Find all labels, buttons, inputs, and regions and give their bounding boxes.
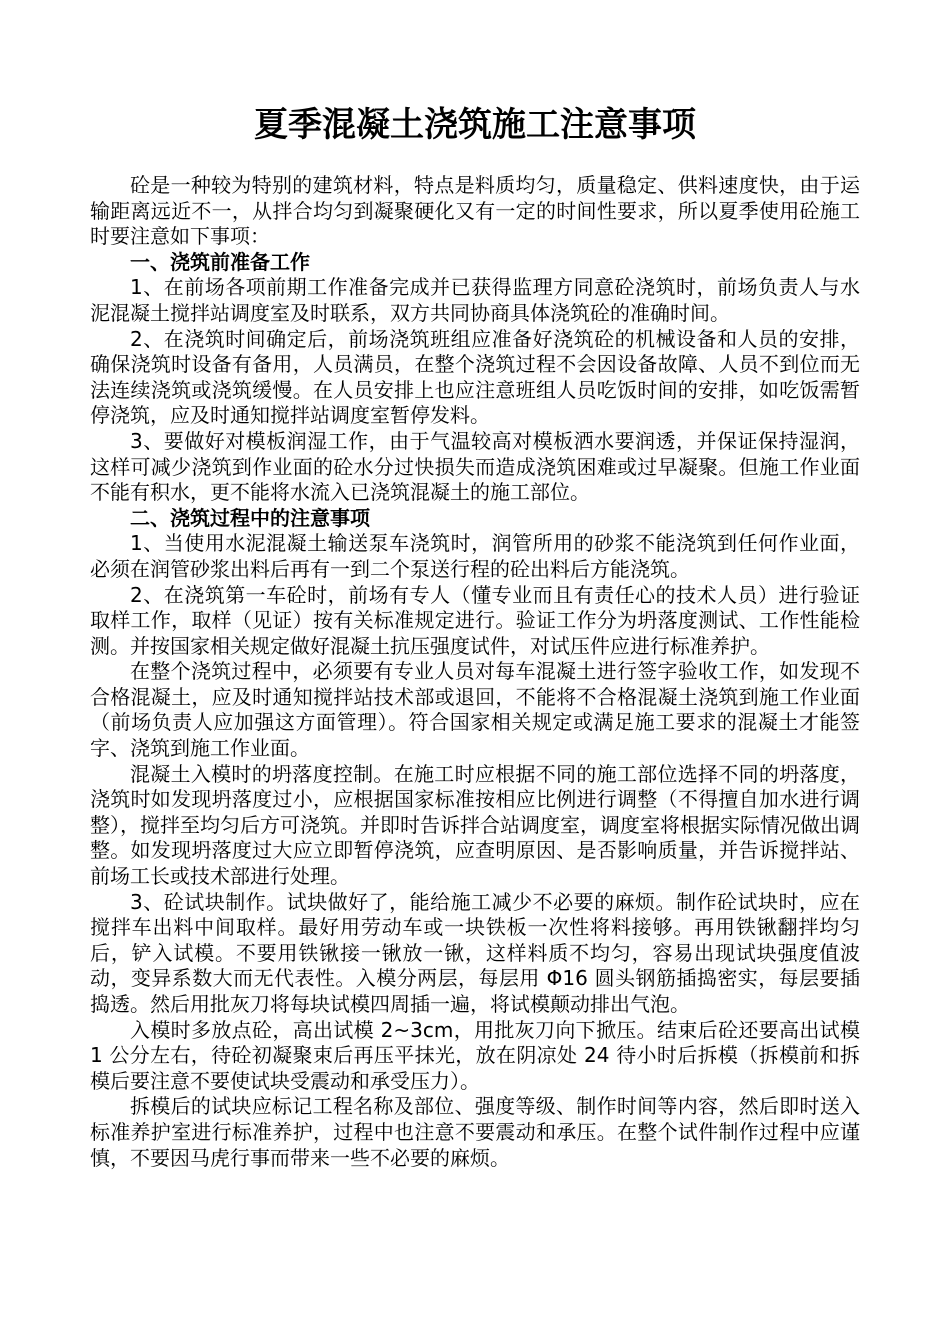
document-title: 夏季混凝土浇筑施工注意事项	[254, 105, 696, 145]
section-1-paragraph-2: 2、在浇筑时间确定后，前场浇筑班组应准备好浇筑砼的机械设备和人员的安排，确保浇筑时设备有备用，人员满员，在整个浇筑过程不会因设备故障、人员不到位而无法连续浇筑或浇筑缓慢。在人员安排上也应注意班组人员吃饭时间的安排，如吃饭需暂停浇筑，应及时通知搅拌站调度室暂停发料。	[90, 326, 860, 428]
section-2-paragraph-2: 2、在浇筑第一车砼时，前场有专人（懂专业而且有责任心的技术人员）进行验证取样工作，取样（见证）按有关标准规定进行。验证工作分为坍落度测试、工作性能检测。并按国家相关规定做好混凝土抗压强度试件，对试压件应进行标准养护。	[90, 582, 860, 658]
section-2-paragraph-4: 混凝土入模时的坍落度控制。在施工时应根据不同的施工部位选择不同的坍落度，浇筑时如发现坍落度过小，应根据国家标准按相应比例进行调整（不得擅自加水进行调整），搅拌至均匀后方可浇筑。并即时告诉拌合站调度室，调度室将根据实际情况做出调整。如发现坍落度过大应立即暂停浇筑，应查明原因、是否影响质量，并告诉搅拌站、前场工长或技术部进行处理。	[90, 761, 860, 889]
section-2-paragraph-1: 1、当使用水泥混凝土输送泵车浇筑时，润管所用的砂浆不能浇筑到任何作业面，必须在润管砂浆出料后再有一到二个泵送行程的砼出料后方能浇筑。	[90, 531, 860, 581]
section-2-paragraph-5: 3、砼试块制作。试块做好了，能给施工减少不必要的麻烦。制作砼试块时，应在搅拌车出料中间取样。最好用劳动车或一块铁板一次性将料接够。再用铁锹翻拌均匀后，铲入试模。不要用铁锹接一锹放一锹，这样料质不均匀，容易出现试块强度值波动，变异系数大而无代表性。入模分两层，每层用 Φ16 圆头钢筋插捣密实，每层要插捣透。然后用批灰刀将每块试模四周插一遍，将试模颠动排出气泡。	[90, 889, 860, 1016]
document-body	[90, 173, 860, 1171]
section-2-paragraph-3: 在整个浇筑过程中，必须要有专业人员对每车混凝土进行签字验收工作，如发现不合格混凝土，应及时通知搅拌站技术部或退回，不能将不合格混凝土浇筑到施工作业面（前场负责人应加强这方面管理）。符合国家相关规定或满足施工要求的混凝土才能签字、浇筑到施工作业面。	[90, 659, 860, 761]
section-1-heading: 一、浇筑前准备工作	[130, 249, 310, 274]
section-1-paragraph-3: 3、要做好对模板润湿工作，由于气温较高对模板洒水要润透，并保证保持湿润，这样可减少浇筑到作业面的砼水分过快损失而造成浇筑困难或过早凝聚。但施工作业面不能有积水，更不能将水流入已浇筑混凝土的施工部位。	[90, 428, 860, 505]
section-2-paragraph-7: 拆模后的试块应标记工程名称及部位、强度等级、制作时间等内容，然后即时送入标准养护室进行标准养护，过程中也注意不要震动和承压。在整个试件制作过程中应谨慎，不要因马虎行事而带来一些不必要的麻烦。	[90, 1094, 860, 1170]
section-1-paragraph-1: 1、在前场各项前期工作准备完成并已获得监理方同意砼浇筑时，前场负责人与水泥混凝土搅拌站调度室及时联系，双方共同协商具体浇筑砼的准确时间。	[90, 275, 860, 325]
intro-paragraph: 砼是一种较为特别的建筑材料，特点是料质均匀，质量稳定、供料速度快，由于运输距离远近不一，从拌合均匀到凝聚硬化又有一定的时间性要求，所以夏季使用砼施工时要注意如下事项：	[90, 173, 860, 249]
section-2-heading: 二、浇筑过程中的注意事项	[130, 505, 370, 530]
section-2-paragraph-6: 入模时多放点砼，高出试模 2~3cm，用批灰刀向下掀压。结束后砼还要高出试模 1 公分左右，待砼初凝聚束后再压平抹光，放在阴凉处 24 待小时后拆模（拆模前和拆模后要注意不要使试块受震动和承受压力）。	[90, 1017, 860, 1093]
